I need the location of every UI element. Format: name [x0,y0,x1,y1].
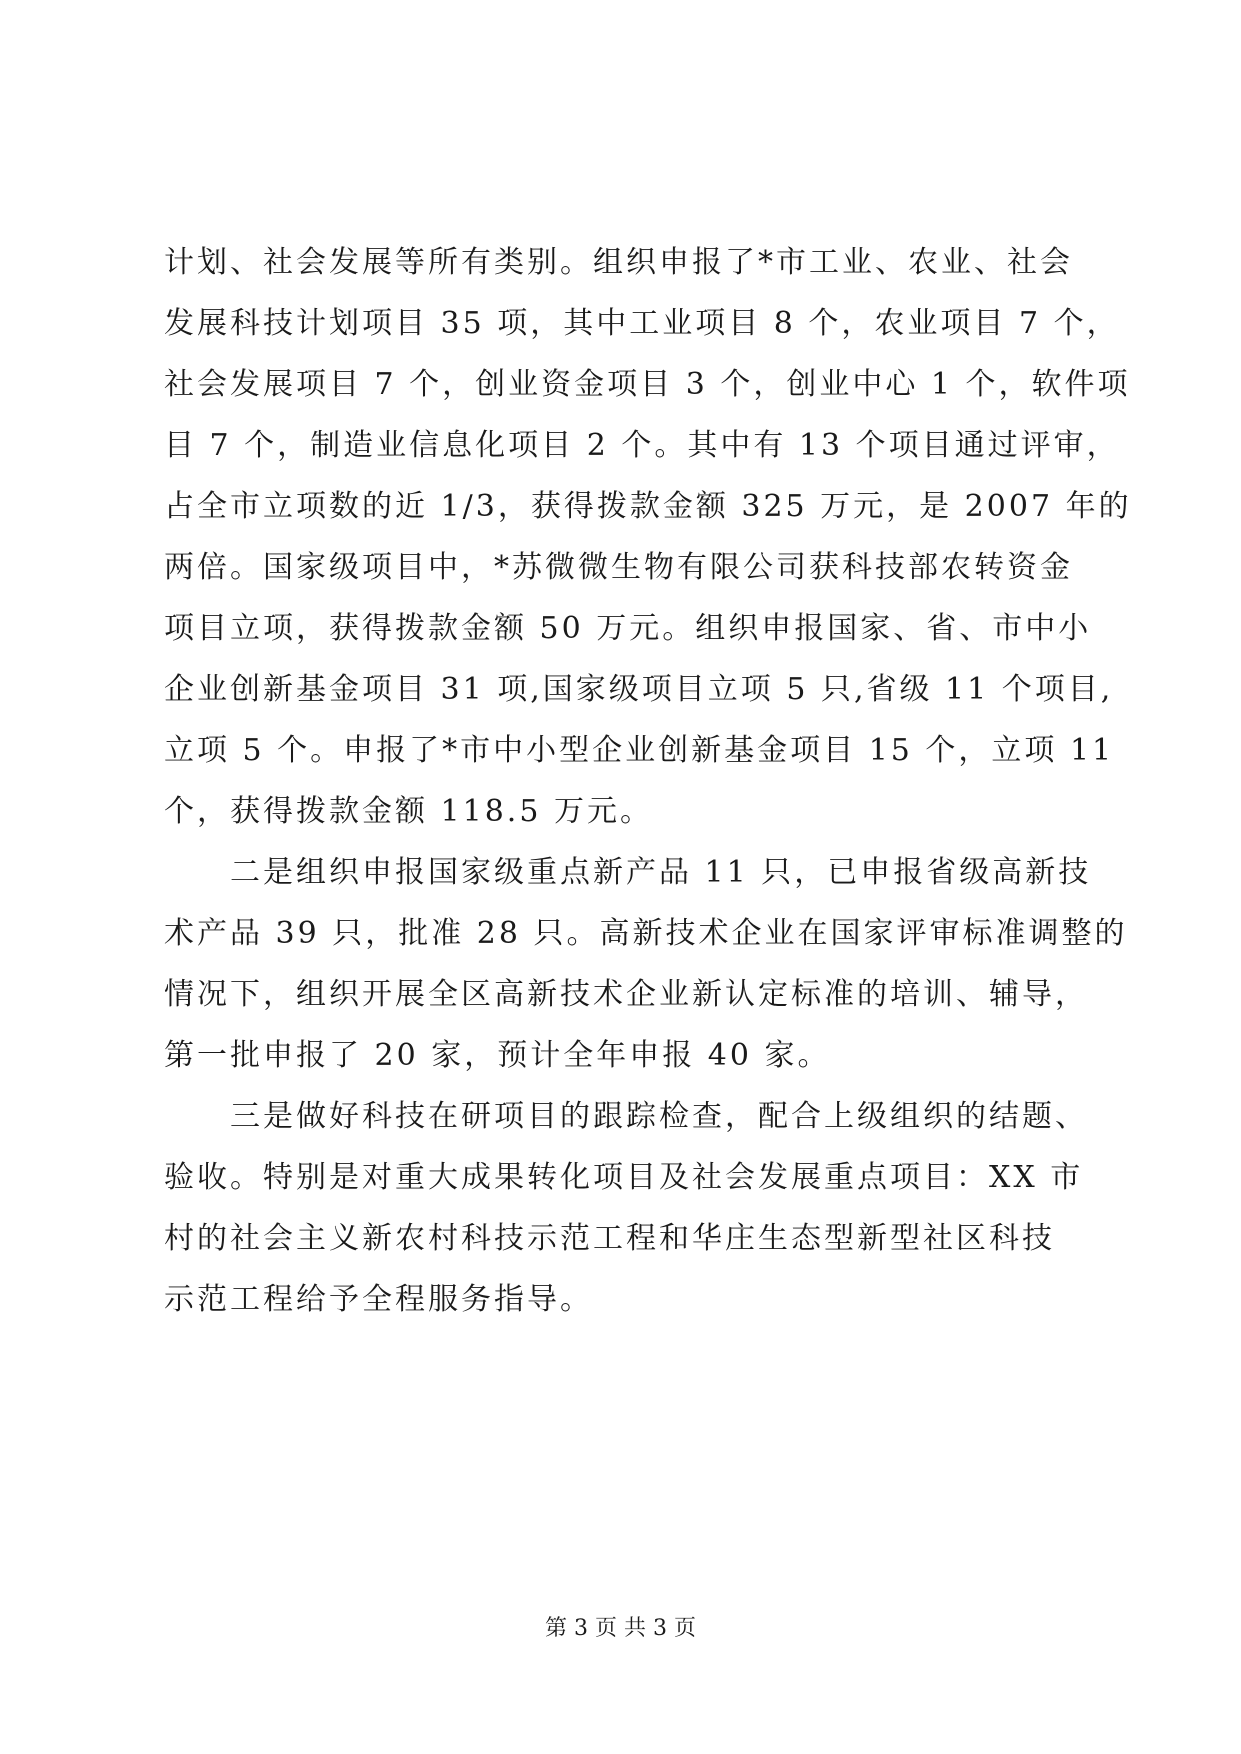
document-body [164,232,1132,1330]
paragraph-line: 三是做好科技在研项目的跟踪检查，配合上级组织的结题、 [230,1099,1088,1134]
paragraph-3 [164,1086,1088,1330]
paragraph-line: 计划、社会发展等所有类别。组织申报了*市工业、农业、社会 [164,245,1073,280]
paragraph-line: 社会发展项目 7 个，创业资金项目 3 个，创业中心 1 个，软件项 [164,367,1131,402]
paragraph-line: 第一批申报了 20 家，预计全年申报 40 家。 [164,1038,831,1073]
paragraph-line: 占全市立项数的近 1/3，获得拨款金额 325 万元，是 2007 年的 [164,489,1132,524]
paragraph-line: 企业创新基金项目 31 项,国家级项目立项 5 只,省级 11 个项目, [164,672,1114,707]
paragraph-line: 发展科技计划项目 35 项，其中工业项目 8 个，农业项目 7 个， [164,306,1120,341]
page-footer [0,1611,1241,1642]
paragraph-line: 验收。特别是对重大成果转化项目及社会发展重点项目：XX 市 [164,1160,1084,1195]
paragraph-line: 个，获得拨款金额 118.5 万元。 [164,794,653,829]
paragraph-line: 项目立项，获得拨款金额 50 万元。组织申报国家、省、市中小 [164,611,1092,646]
paragraph-line: 情况下，组织开展全区高新技术企业新认定标准的培训、辅导， [164,977,1088,1012]
paragraph-line: 村的社会主义新农村科技示范工程和华庄生态型新型社区科技 [164,1221,1055,1256]
paragraph-line: 示范工程给予全程服务指导。 [164,1282,593,1317]
paragraph-line: 两倍。国家级项目中，*苏微微生物有限公司获科技部农转资金 [164,550,1073,585]
paragraph-line: 目 7 个，制造业信息化项目 2 个。其中有 13 个项目通过评审， [164,428,1120,463]
paragraph-line: 术产品 39 只，批准 28 只。高新技术企业在国家评审标准调整的 [164,916,1128,951]
page-number: 第 3 页 共 3 页 [545,1616,696,1641]
paragraph-1 [164,232,1132,842]
paragraph-line: 二是组织申报国家级重点新产品 11 只，已申报省级高新技 [230,855,1092,890]
paragraph-2 [164,842,1128,1086]
paragraph-line: 立项 5 个。申报了*市中小型企业创新基金项目 15 个，立项 11 [164,733,1115,768]
